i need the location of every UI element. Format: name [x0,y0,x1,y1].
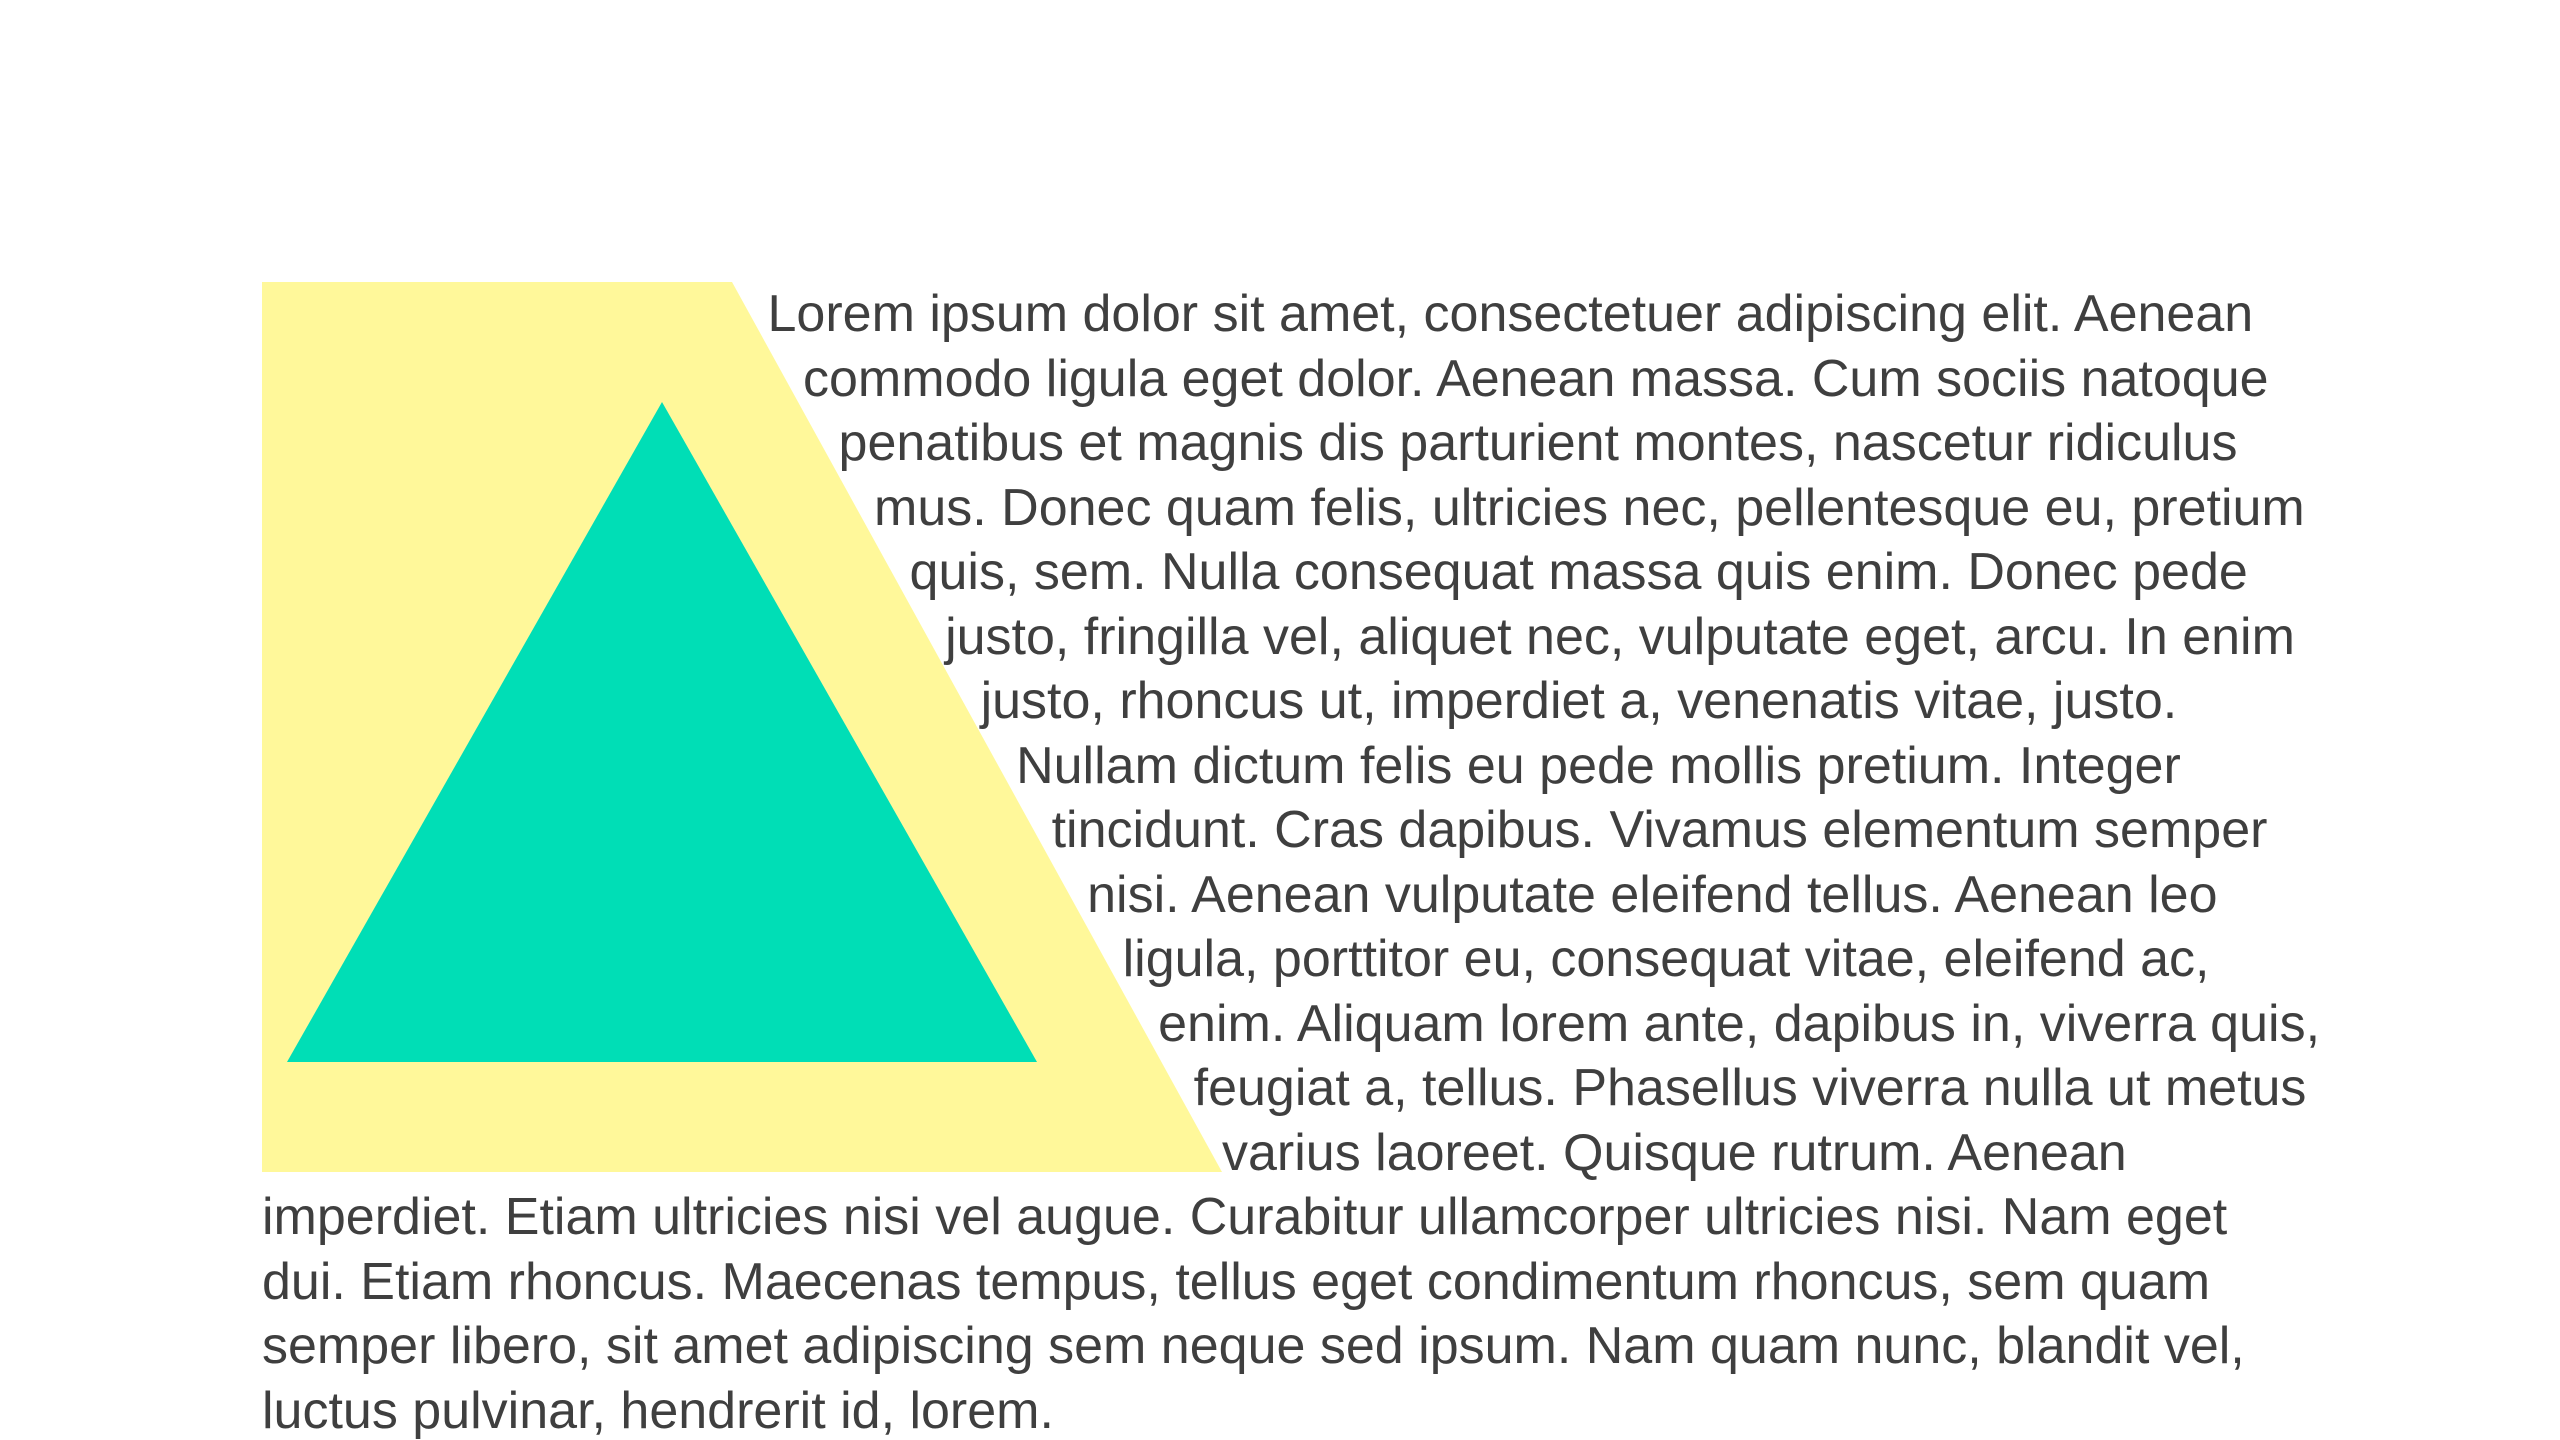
body-paragraph: Lorem ipsum dolor sit amet, consectetuer adipiscing elit. Aenean commodo ligula eget dolor. Aenean massa. Cum sociis natoque penatibus et magnis dis parturient montes, nascetur ridiculus mus. Donec quam felis, ultricies nec, pellentesque eu, pretium quis, sem. Nulla consequat massa quis enim. Donec pede justo, fringilla vel, aliquet nec, vulputate eget, arcu. In enim justo, rhoncus ut, imperdiet a, venenatis vitae, justo. Nullam dictum felis eu pede mollis pretium. Integer tincidunt. Cras dapibus. Vivamus elementum semper nisi. Aenean vulputate eleifend tellus. Aenean leo ligula, porttitor eu, consequat vitae, eleifend ac, enim. Aliquam lorem ante, dapibus in, viverra quis, feugiat a, tellus. Phasellus viverra nulla ut metus varius laoreet. Quisque rutrum. Aenean imperdiet. Etiam ultricies nisi vel augue. Curabitur ullamcorper ultricies nisi. Nam eget dui. Etiam rhoncus. Maecenas tempus, tellus eget condimentum rhoncus, sem quam semper libero, sit amet adipiscing sem neque sed ipsum. Nam quam nunc, blandit vel, luctus pulvinar, hendrerit id, lorem. [262,285,2321,1440]
shape-outside-float [262,282,1222,1172]
shape-illustration [262,282,1222,1172]
article [262,282,2322,1440]
